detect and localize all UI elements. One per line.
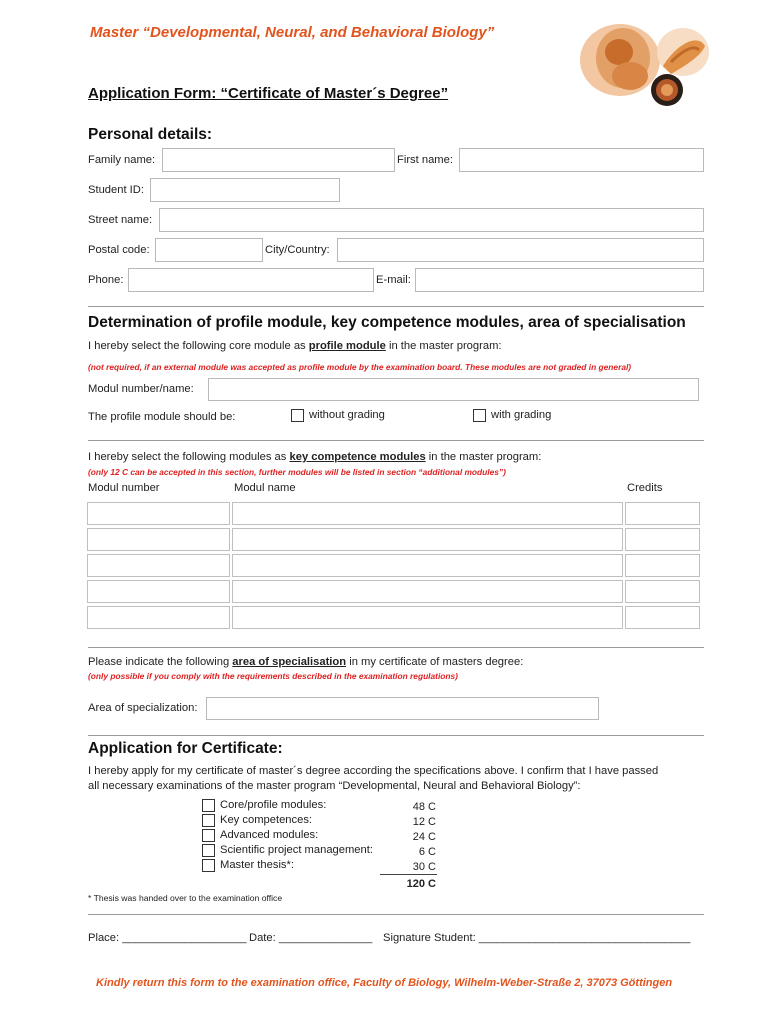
advanced-modules-checkbox[interactable] [202, 829, 215, 842]
module-credits-cell[interactable] [625, 528, 700, 551]
with-grading-label: with grading [491, 409, 552, 421]
project-management-checkbox[interactable] [202, 844, 215, 857]
module-number-cell[interactable] [87, 606, 230, 629]
student-id-input[interactable] [150, 178, 340, 202]
profile-intro-term: profile module [308, 340, 386, 352]
key-competences-credits: 12 C [412, 816, 436, 828]
postal-code-input[interactable] [155, 238, 263, 262]
specialisation-note: (only possible if you comply with the requirements described in the examination regulations) [88, 671, 458, 681]
key-competences-checkbox[interactable] [202, 814, 215, 827]
module-name-cell[interactable] [232, 580, 623, 603]
certificate-text-line1: I hereby apply for my certificate of master´s degree according the specifications above. I confirm that I have passed [88, 765, 659, 777]
area-of-specialization-label: Area of specialization: [88, 702, 198, 714]
application-certificate-heading: Application for Certificate: [88, 740, 283, 757]
thesis-footnote: * Thesis was handed over to the examination office [88, 893, 283, 903]
advanced-modules-label: Advanced modules: [220, 829, 319, 841]
key-competence-note: (only 12 C can be accepted in this section, further modules will be listed in section “additional modules”) [88, 467, 506, 477]
col-credits: Credits [627, 482, 663, 494]
street-name-label: Street name: [88, 214, 153, 226]
with-grading-checkbox[interactable] [473, 409, 486, 422]
without-grading-checkbox[interactable] [291, 409, 304, 422]
email-label: E-mail: [376, 274, 411, 286]
module-number-cell[interactable] [87, 528, 230, 551]
col-modul-name: Modul name [234, 482, 296, 494]
area-of-specialization-input[interactable] [206, 697, 599, 720]
module-name-cell[interactable] [232, 502, 623, 525]
module-credits-cell[interactable] [625, 580, 700, 603]
place-field[interactable]: Place: ____________________ [88, 932, 247, 944]
profile-intro-pre: I hereby select the following core module as [88, 340, 306, 352]
module-number-name-label: Modul number/name: [88, 383, 194, 395]
core-profile-checkbox[interactable] [202, 799, 215, 812]
phone-input[interactable] [128, 268, 374, 292]
grading-label: The profile module should be: [88, 411, 236, 423]
postal-code-label: Postal code: [88, 244, 150, 256]
divider [88, 306, 704, 307]
program-title: Master “Developmental, Neural, and Behavioral Biology” [90, 24, 495, 41]
signature-field[interactable]: Signature Student: __________________________________ [383, 932, 691, 944]
module-credits-cell[interactable] [625, 554, 700, 577]
without-grading-label: without grading [309, 409, 385, 421]
phone-label: Phone: [88, 274, 124, 286]
module-name-cell[interactable] [232, 554, 623, 577]
spec-intro-pre: Please indicate the following [88, 656, 230, 668]
determination-heading: Determination of profile module, key competence modules, area of specialisation [88, 314, 686, 331]
key-intro-pre: I hereby select the following modules as [88, 451, 287, 463]
profile-module-note: (not required, if an external module was accepted as profile module by the examination board. These modules are not graded in general) [88, 362, 632, 372]
divider [88, 440, 704, 441]
total-credits: 120 C [406, 878, 436, 890]
profile-module-intro [88, 340, 502, 352]
divider [88, 647, 704, 648]
monkey-and-embryo-images [575, 22, 715, 114]
key-competences-label: Key competences: [220, 814, 313, 826]
module-number-cell[interactable] [87, 502, 230, 525]
key-intro-term: key competence modules [289, 451, 426, 463]
master-thesis-label: Master thesis*: [220, 859, 294, 871]
divider [88, 914, 704, 915]
student-id-label: Student ID: [88, 184, 144, 196]
project-management-credits: 6 C [418, 846, 436, 858]
personal-details-heading: Personal details: [88, 126, 213, 143]
spec-intro-term: area of specialisation [232, 656, 347, 668]
module-number-name-input[interactable] [208, 378, 699, 401]
family-name-label: Family name: [88, 154, 156, 166]
return-instructions: Kindly return this form to the examination office, Faculty of Biology, Wilhelm-Weber-Straße 2, 37073 Göttingen [96, 977, 673, 989]
advanced-modules-credits: 24 C [412, 831, 436, 843]
city-country-input[interactable] [337, 238, 704, 262]
module-number-cell[interactable] [87, 580, 230, 603]
master-thesis-credits: 30 C [412, 861, 436, 873]
date-field[interactable]: Date: _______________ [249, 932, 373, 944]
module-credits-cell[interactable] [625, 606, 700, 629]
form-title: Application Form: “Certificate of Master´s Degree” [88, 85, 449, 102]
col-modul-number: Modul number [88, 482, 160, 494]
module-number-cell[interactable] [87, 554, 230, 577]
module-credits-cell[interactable] [625, 502, 700, 525]
specialisation-intro [88, 656, 523, 668]
key-intro-post: in the master program: [428, 451, 542, 463]
project-management-label: Scientific project management: [220, 844, 373, 856]
master-thesis-checkbox[interactable] [202, 859, 215, 872]
core-profile-credits: 48 C [412, 801, 436, 813]
spec-intro-post: in my certificate of masters degree: [349, 656, 524, 668]
first-name-label: First name: [397, 154, 453, 166]
family-name-input[interactable] [162, 148, 395, 172]
city-country-label: City/Country: [265, 244, 330, 256]
core-profile-label: Core/profile modules: [220, 799, 327, 811]
credits-sum-line [380, 874, 437, 875]
first-name-input[interactable] [459, 148, 704, 172]
street-name-input[interactable] [159, 208, 704, 232]
profile-intro-post: in the master program: [388, 340, 502, 352]
certificate-text-line2: all necessary examinations of the master program “Developmental, Neural and Behavioral Biology”: [88, 780, 581, 792]
module-name-cell[interactable] [232, 606, 623, 629]
key-competence-intro [88, 451, 541, 463]
module-name-cell[interactable] [232, 528, 623, 551]
divider [88, 735, 704, 736]
email-input[interactable] [415, 268, 704, 292]
